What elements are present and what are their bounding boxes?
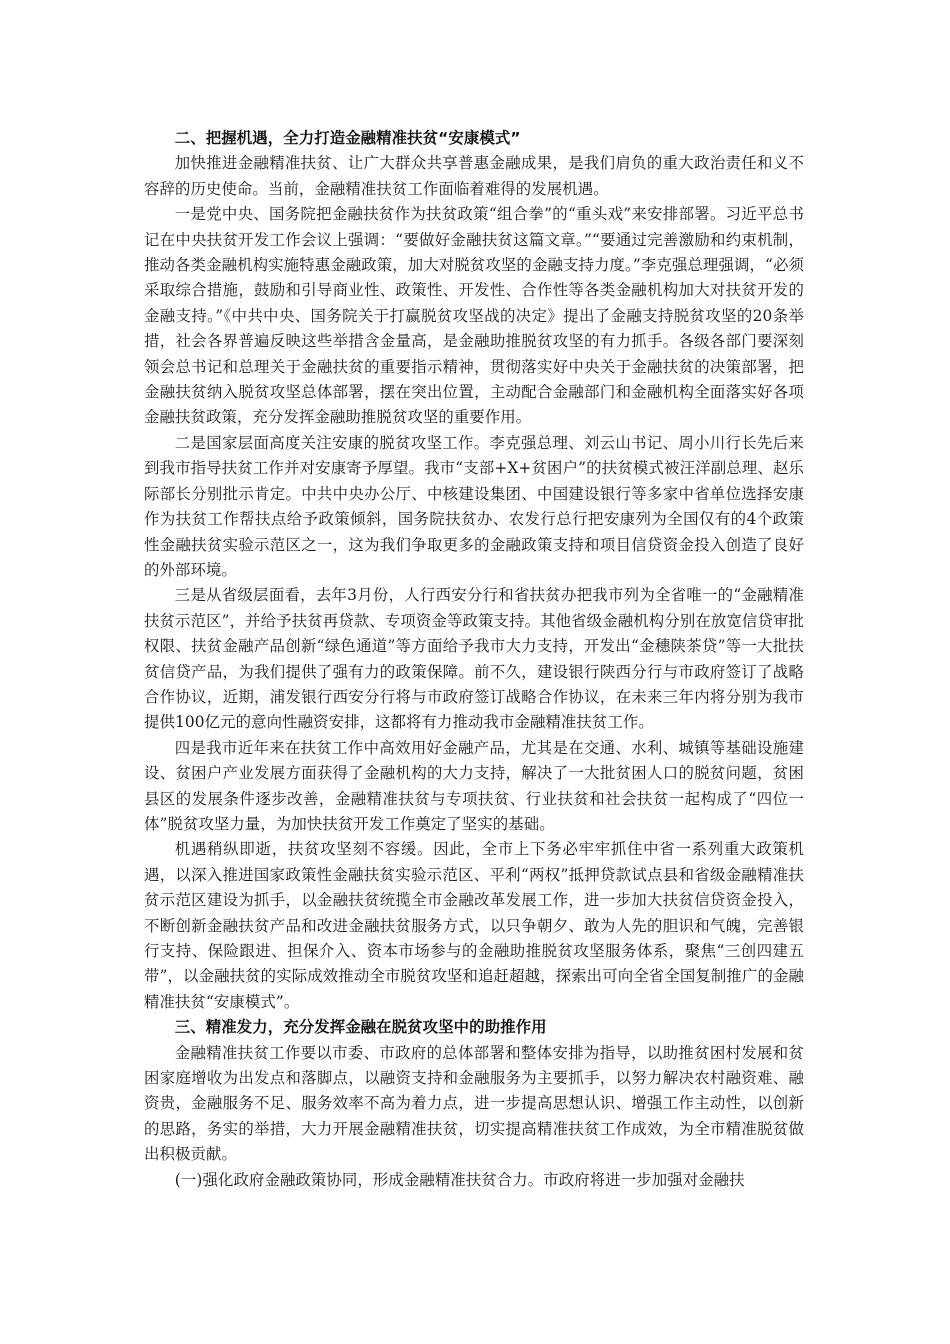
paragraph: 二是国家层面高度关注安康的脱贫攻坚工作。李克强总理、刘云山书记、周小川行长先后来到我市指导扶贫工作并对安康寄予厚望。我市“支部+X+贫困户”的扶贫模式被汪洋副总理、赵乐际部长分别批示肯定。中共中央办公厅、中核建设集团、中国建设银行等多家中省单位选择安康作为扶贫工作帮扶点给予政策倾斜，国务院扶贫办、农发行总行把安康列为全国仅有的4个政策性金融扶贫实验示范区之一，这为我们争取更多的金融政策支持和项目信贷资金投入创造了良好的外部环境。 (144, 433, 804, 579)
document-body (144, 126, 804, 1193)
paragraph: 金融精准扶贫工作要以市委、市政府的总体部署和整体安排为指导，以助推贫困村发展和贫困家庭增收为出发点和落脚点，以融资支持和金融服务为主要抓手，以努力解决农村融资难、融资贵，金融服务不足、服务效率不高为着力点，进一步提高思想认识、增强工作主动性，以创新的思路，务实的举措，大力开展金融精准扶贫，切实提高精准扶贫工作成效，为全市精准脱贫做出积极贡献。 (144, 1043, 804, 1164)
paragraph: (一)强化政府金融政策协同，形成金融精准扶贫合力。市政府将进一步加强对金融扶 (174, 1170, 745, 1189)
paragraph: 一是党中央、国务院把金融扶贫作为扶贫政策“组合拳”的“重头戏”来安排部署。习近平总书记在中央扶贫开发工作会议上强调：“要做好金融扶贫这篇文章。”“要通过完善激励和约束机制，推动各类金融机构实施特惠金融政策，加大对脱贫攻坚的金融支持力度。”李克强总理强调，“必须采取综合措施，鼓励和引导商业性、政策性、开发性、合作性等各类金融机构加大对扶贫开发的金融支持。”《中共中央、国务院关于打赢脱贫攻坚战的决定》提出了金融支持脱贫攻坚的20条举措，社会各界普遍反映这些举措含金量高，是金融助推脱贫攻坚的有力抓手。各级各部门要深刻领会总书记和总理关于金融扶贫的重要指示精神，贯彻落实好中央关于金融扶贫的决策部署，把金融扶贫纳入脱贫攻坚总体部署，摆在突出位置，主动配合金融部门和金融机构全面落实好各项金融扶贫政策，充分发挥金融助推脱贫攻坚的重要作用。 (144, 205, 804, 427)
section-2-heading: 二、把握机遇，全力打造金融精准扶贫“安康模式” (174, 129, 521, 147)
paragraph: 加快推进金融精准扶贫、让广大群众共享普惠金融成果，是我们肩负的重大政治责任和义不容辞的历史使命。当前，金融精准扶贫工作面临着难得的发展机遇。 (144, 154, 804, 198)
paragraph: 三是从省级层面看，去年3月份，人行西安分行和省扶贫办把我市列为全省唯一的“金融精准扶贫示范区”，并给予扶贫再贷款、专项资金等政策支持。其他省级金融机构分别在放宽信贷审批权限、扶贫金融产品创新“绿色通道”等方面给予我市大力支持，开发出“金穗陕茶贷”等一大批扶贫信贷产品，为我们提供了强有力的政策保障。前不久，建设银行陕西分行与市政府签订了战略合作协议，近期，浦发银行西安分行将与市政府签订战略合作协议，在未来三年内将分别为我市提供100亿元的意向性融资安排，这都将有力推动我市金融精准扶贫工作。 (144, 586, 804, 732)
paragraph: 机遇稍纵即逝，扶贫攻坚刻不容缓。因此，全市上下务必牢牢抓住中省一系列重大政策机遇，以深入推进国家政策性金融扶贫实验示范区、平利“两权”抵押贷款试点县和省级金融精准扶贫示范区建设为抓手，以金融扶贫统揽全市金融改革发展工作，进一步加大扶贫信贷资金投入，不断创新金融扶贫产品和改进金融扶贫服务方式，以只争朝夕、敢为人先的胆识和气魄，完善银行支持、保险跟进、担保介入、资本市场参与的金融助推脱贫攻坚服务体系，聚焦“三创四建五带”，以金融扶贫的实际成效推动全市脱贫攻坚和追赶超越，探索出可向全省全国复制推广的金融精准扶贫“安康模式”。 (144, 840, 804, 1011)
section-3-heading: 三、精准发力，充分发挥金融在脱贫攻坚中的助推作用 (174, 1018, 547, 1037)
paragraph: 四是我市近年来在扶贫工作中高效用好金融产品，尤其是在交通、水利、城镇等基础设施建设、贫困户产业发展方面获得了金融机构的大力支持，解决了一大批贫困人口的脱贫问题，贫困县区的发展条件逐步改善，金融精准扶贫与专项扶贫、行业扶贫和社会扶贫一起构成了“四位一体”脱贫攻坚力量，为加快扶贫开发工作奠定了坚实的基础。 (144, 738, 804, 833)
